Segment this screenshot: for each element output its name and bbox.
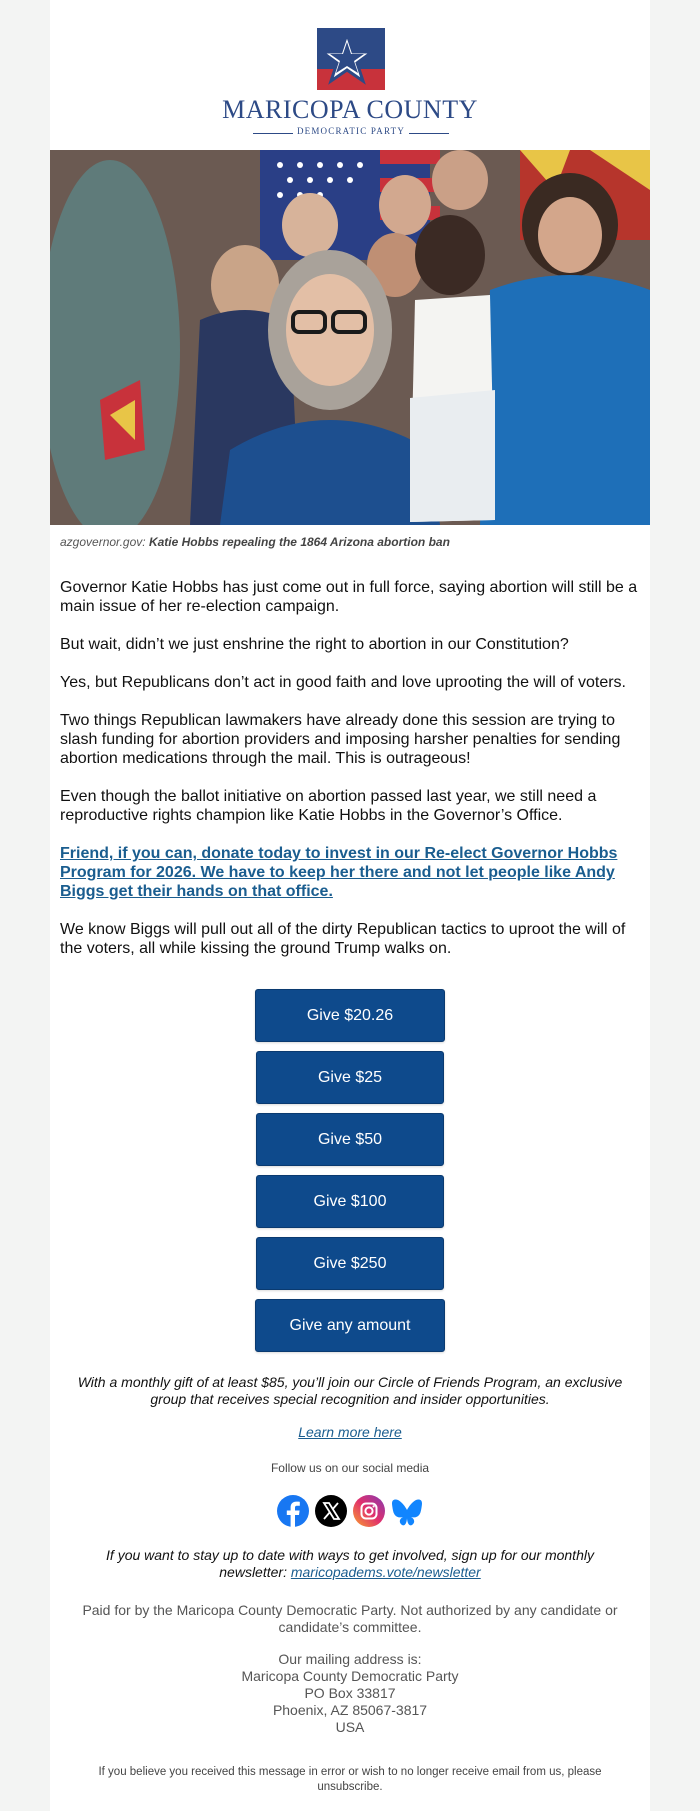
follow-social-text: Follow us on our social media [270,1461,430,1475]
address-line: Phoenix, AZ 85067-3817 [272,1702,428,1718]
x-icon[interactable] [314,1494,348,1528]
paragraph: Governor Katie Hobbs has just come out in full force, saying abortion will still be a main issue of her re-election campaign. [60,579,638,615]
address-line: PO Box 33817 [304,1685,396,1701]
learn-more-link[interactable]: Learn more here [298,1424,402,1440]
bluesky-icon[interactable] [390,1494,424,1528]
email-card [50,0,650,1811]
social-links [276,1494,426,1528]
paragraph: Yes, but Republicans don’t act in good faith and love uprooting the will of voters. [60,674,626,691]
paragraph: We know Biggs will pull out all of the dirty Republican tactics to uproot the will of the voters, all while kissing the ground Trump walks on. [60,921,626,957]
org-subtitle [253,126,449,140]
unsubscribe-text[interactable]: If you believe you received this message in error or wish to no longer receive email from us, please unsubscribe. [98,1766,602,1793]
address-line: USA [335,1719,365,1735]
give-50-button[interactable]: Give $50 [256,1113,444,1166]
paragraph: But wait, didn’t we just enshrine the right to abortion in our Constitution? [60,636,569,653]
caption-source: azgovernor.gov: [60,535,146,549]
hero-illustration [50,150,650,525]
mailing-address [50,1651,650,1736]
logo-star-icon [317,28,385,90]
give-100-button[interactable]: Give $100 [256,1175,444,1228]
give-250-button[interactable]: Give $250 [256,1237,444,1290]
photo-caption [60,535,640,549]
instagram-icon[interactable] [352,1494,386,1528]
give-20-26-button[interactable]: Give $20.26 [255,989,445,1042]
org-name: MARICOPA COUNTY [222,95,478,124]
donate-paragraph [60,844,645,901]
give-25-button[interactable]: Give $25 [256,1051,444,1104]
newsletter-signup [90,1547,610,1581]
caption-text: Katie Hobbs repealing the 1864 Arizona abortion ban [148,535,450,549]
logo [50,28,650,136]
org-subtitle-text: DEMOCRATIC PARTY [296,126,406,136]
facebook-icon[interactable] [276,1494,310,1528]
monthly-gift-text: With a monthly gift of at least $85, you’ll join our Circle of Friends Program, an exclusive group that receives special recognition and insider opportunities. [77,1374,623,1407]
donate-link[interactable]: Friend, if you can, donate today to invest in our Re-elect Governor Hobbs Program for 2026. We have to keep her there and not let people like Andy Biggs get their hands on that office. [60,845,618,900]
message-body [60,578,645,977]
paragraph: Two things Republican lawmakers have already done this session are trying to slash funding for abortion providers and imposing harsher penalties for sending abortion medications through the mail. This is outrageous! [60,712,621,767]
newsletter-text: If you want to stay up to date with ways to get involved, sign up for our monthly newsletter: [106,1547,594,1580]
address-line: Maricopa County Democratic Party [241,1668,459,1684]
give-any-amount-button[interactable]: Give any amount [255,1299,445,1352]
paid-for-disclaimer: Paid for by the Maricopa County Democratic Party. Not authorized by any candidate or candidate’s committee. [82,1602,618,1635]
paragraph: Even though the ballot initiative on abortion passed last year, we still need a reproductive rights champion like Katie Hobbs in the Governor’s Office. [60,788,597,824]
hero-photo [50,150,650,525]
address-heading: Our mailing address is: [278,1651,422,1667]
newsletter-link[interactable]: maricopadems.vote/newsletter [290,1564,481,1580]
